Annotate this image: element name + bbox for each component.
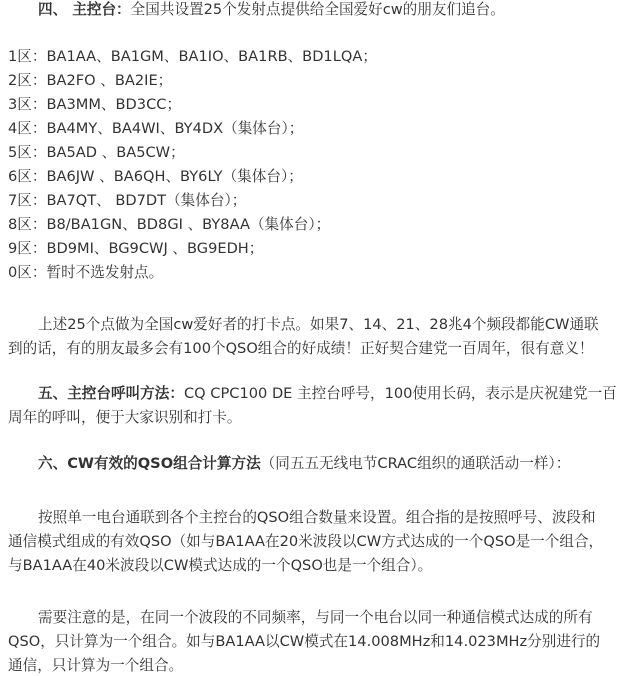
section6-heading: 六、CW有效的QSO组合计算方法	[38, 455, 261, 472]
section6-p2-line-1: 需要注意的是，在同一个波段的不同频率，与同一个电台以同一种通信模式达成的所有	[38, 609, 593, 626]
section5-heading: 五、主控台呼叫方法：	[38, 385, 184, 402]
section6-heading-line	[38, 454, 570, 474]
section4-line	[38, 0, 505, 20]
district-3: 3区：BA3MM、BD3CC；	[8, 96, 182, 113]
section6-p2-line-3: 通信，只计算为一个组合。	[8, 657, 184, 674]
section5-text-1: CQ CPC100 DE 主控台呼号，100使用长码，表示是庆祝建党一百	[183, 385, 617, 402]
district-4: 4区：BA4MY、BA4WI、BY4DX（集体台）；	[8, 120, 304, 137]
district-1: 1区：BA1AA、BA1GM、BA1IO、BA1RB、BD1LQA；	[8, 48, 377, 65]
district-2: 2区：BA2FO 、BA2IE；	[8, 72, 173, 89]
section5-line-2: 周年的呼叫，便于大家识别和打卡。	[8, 409, 242, 426]
district-0: 0区：暂时不选发射点。	[8, 264, 164, 281]
summary-line-2: 到的话，有的朋友最多会有100个QSO组合的好成绩！正好契合建党一百周年，很有意义！	[8, 340, 594, 357]
section4-heading: 四、 主控台：	[38, 1, 131, 18]
section6-p2-line-2: QSO，只计算为一个组合。如与BA1AA以CW模式在14.008MHz和14.023MHz分别进行的	[8, 633, 601, 650]
section6-p1-line-3: 与BA1AA在40米波段以CW模式达成的一个QSO也是一个组合）。	[8, 557, 433, 574]
section5-line-1	[38, 384, 617, 404]
district-5: 5区：BA5AD 、BA5CW；	[8, 144, 185, 161]
district-6: 6区：BA6JW 、BA6QH、BY6LY（集体台）；	[8, 168, 303, 185]
district-9: 9区：BD9MI、BG9CWJ 、BG9EDH；	[8, 240, 264, 257]
section4-text: 全国共设置25个发射点提供给全国爱好cw的朋友们追台。	[130, 1, 505, 18]
section6-p1-line-2: 通信模式组成的有效QSO（如与BA1AA在20米波段以CW方式达成的一个QSO是一个组合，	[8, 533, 604, 550]
section6-note: （同五五无线电节CRAC组织的通联活动一样）：	[260, 455, 571, 472]
section6-p1-line-1: 按照单一电台通联到各个主控台的QSO组合数量来设置。组合指的是按照呼号、波段和	[38, 509, 596, 526]
summary-line-1: 上述25个点做为全国cw爱好者的打卡点。如果7、14、21、28兆4个频段都能CW通联	[38, 316, 599, 333]
district-7: 7区：BA7QT、 BD7DT（集体台）；	[8, 192, 247, 209]
district-8: 8区：B8/BA1GN、BD8GI 、BY8AA（集体台）；	[8, 216, 331, 233]
